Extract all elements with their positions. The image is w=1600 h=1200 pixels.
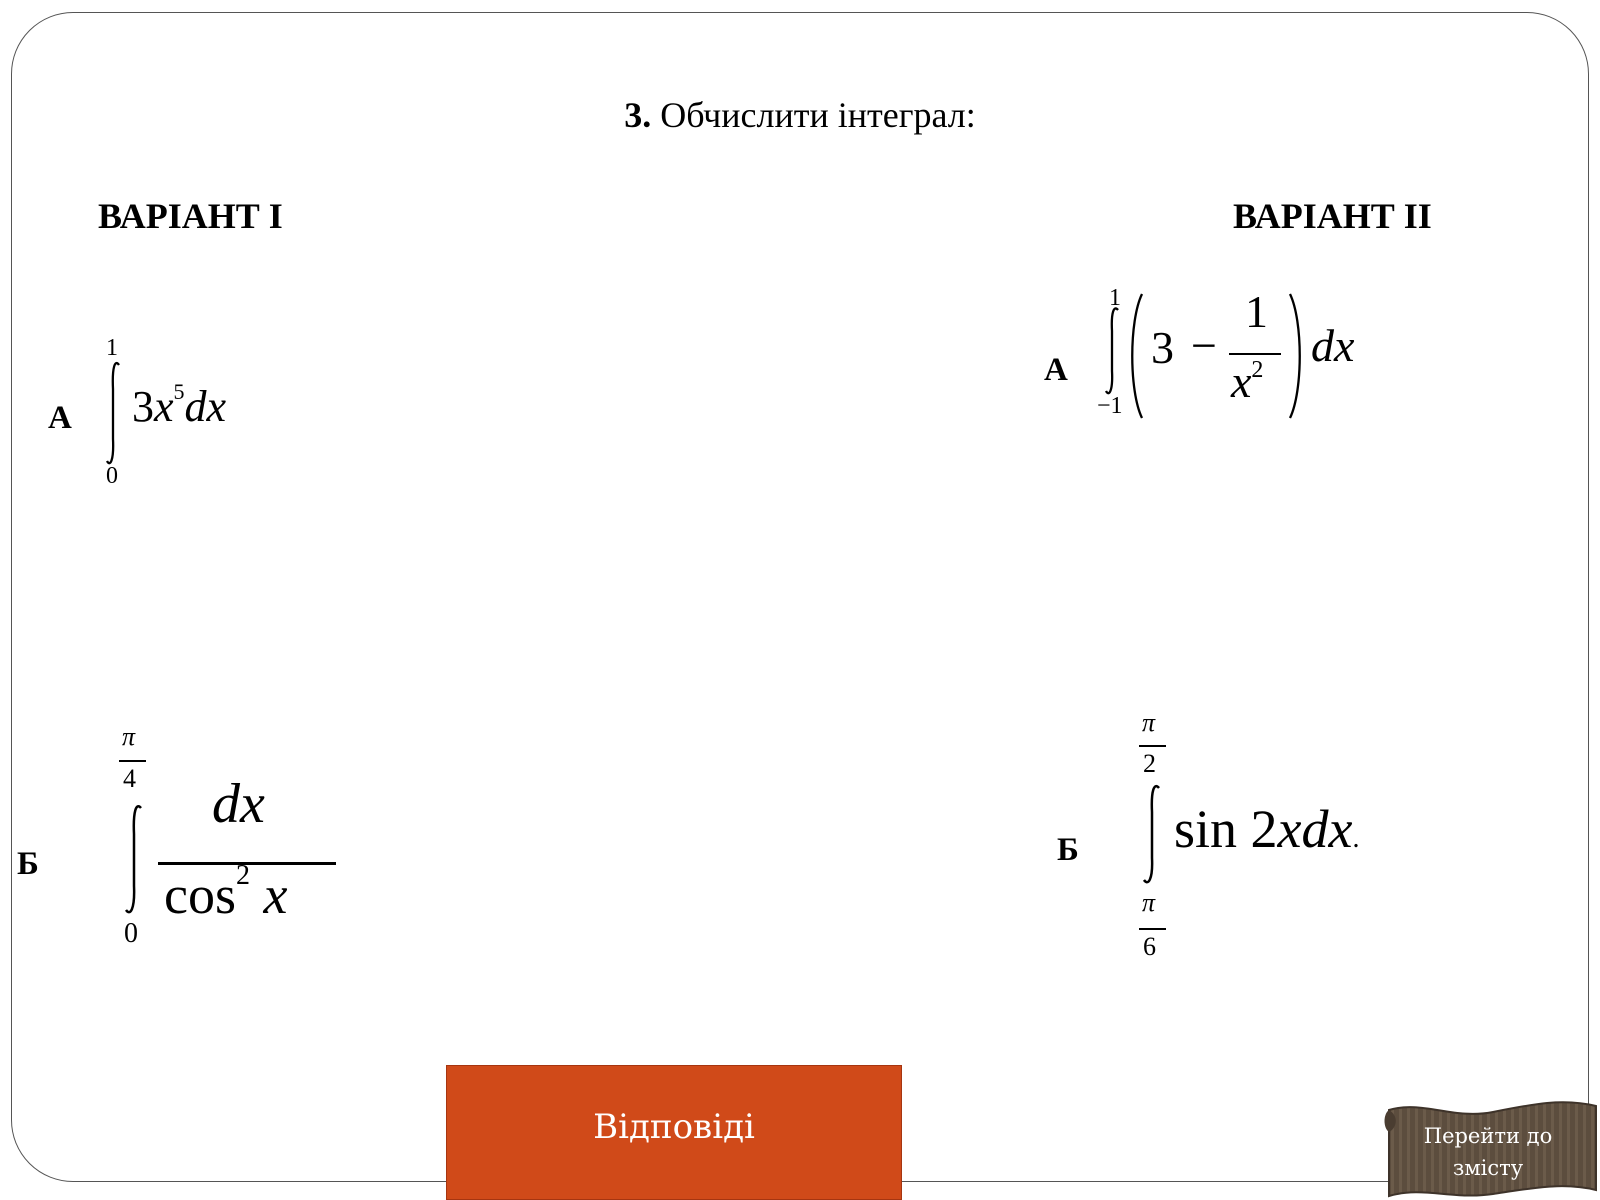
minus-sign: − (1191, 320, 1217, 371)
item-label-v1b: Б (17, 846, 39, 882)
formula-v1b (112, 722, 352, 962)
integral-sign (1140, 782, 1164, 888)
differential: dx (1311, 320, 1355, 371)
variable-part: xdx (1277, 799, 1353, 859)
upper-limit-denominator: 2 (1143, 749, 1156, 778)
exponent: 2 (1251, 356, 1264, 383)
variant-2-heading: ВАРІАНТ ІІ (1233, 196, 1432, 236)
lower-limit-bar (1139, 928, 1166, 930)
variable: x (1231, 356, 1252, 407)
item-label-v1a: А (48, 400, 72, 436)
lower-limit-numerator: π (1142, 888, 1156, 917)
variable: x (154, 382, 174, 431)
integrand (1174, 798, 1359, 860)
left-paren (1127, 291, 1145, 421)
upper-limit-bar (1139, 745, 1166, 747)
upper-limit-bar (119, 760, 146, 762)
formula-v1a (100, 335, 300, 495)
function-name: sin (1174, 799, 1238, 859)
integral-sign (1103, 305, 1123, 397)
integral-sign (104, 359, 124, 469)
numerator: dx (212, 773, 265, 835)
item-label-v2b: Б (1057, 832, 1079, 868)
denominator (164, 860, 288, 926)
period: . (1352, 823, 1360, 854)
formula-v2a (1097, 285, 1377, 435)
task-heading (0, 94, 1600, 136)
integrand (132, 381, 226, 432)
lower-limit: 0 (124, 918, 138, 949)
go-to-contents-button[interactable] (1383, 1098, 1600, 1200)
exponent: 5 (173, 379, 185, 405)
right-paren (1287, 291, 1305, 421)
item-label-v2a: А (1044, 352, 1068, 388)
slide-frame (11, 12, 1589, 1182)
numerator: 1 (1245, 286, 1268, 337)
coefficient: 2 (1250, 799, 1278, 859)
term-three: 3 (1151, 322, 1174, 373)
upper-limit-numerator: π (1142, 708, 1156, 737)
go-to-contents-label: Перейти до змісту (1423, 1124, 1553, 1180)
denominator (1231, 355, 1263, 408)
answers-button[interactable] (446, 1065, 902, 1200)
task-text: Обчислити інтеграл: (660, 95, 976, 135)
exponent: 2 (235, 860, 250, 891)
lower-limit: 0 (106, 463, 118, 489)
answers-button-label: Відповіді (593, 1106, 755, 1147)
variable: x (263, 865, 288, 925)
differential: dx (184, 382, 227, 431)
formula-v2b (1138, 708, 1408, 978)
upper-limit: 1 (1109, 285, 1121, 311)
upper-limit-denominator: 4 (123, 764, 136, 793)
integral-sign (122, 802, 146, 918)
variant-1-heading: ВАРІАНТ І (98, 196, 283, 236)
coefficient: 3 (132, 382, 154, 431)
upper-limit: 1 (106, 335, 118, 361)
upper-limit-numerator: π (122, 722, 136, 751)
function-name: cos (164, 865, 236, 925)
lower-limit: −1 (1097, 393, 1123, 419)
task-number: 3. (624, 95, 652, 135)
lower-limit-denominator: 6 (1143, 932, 1156, 961)
